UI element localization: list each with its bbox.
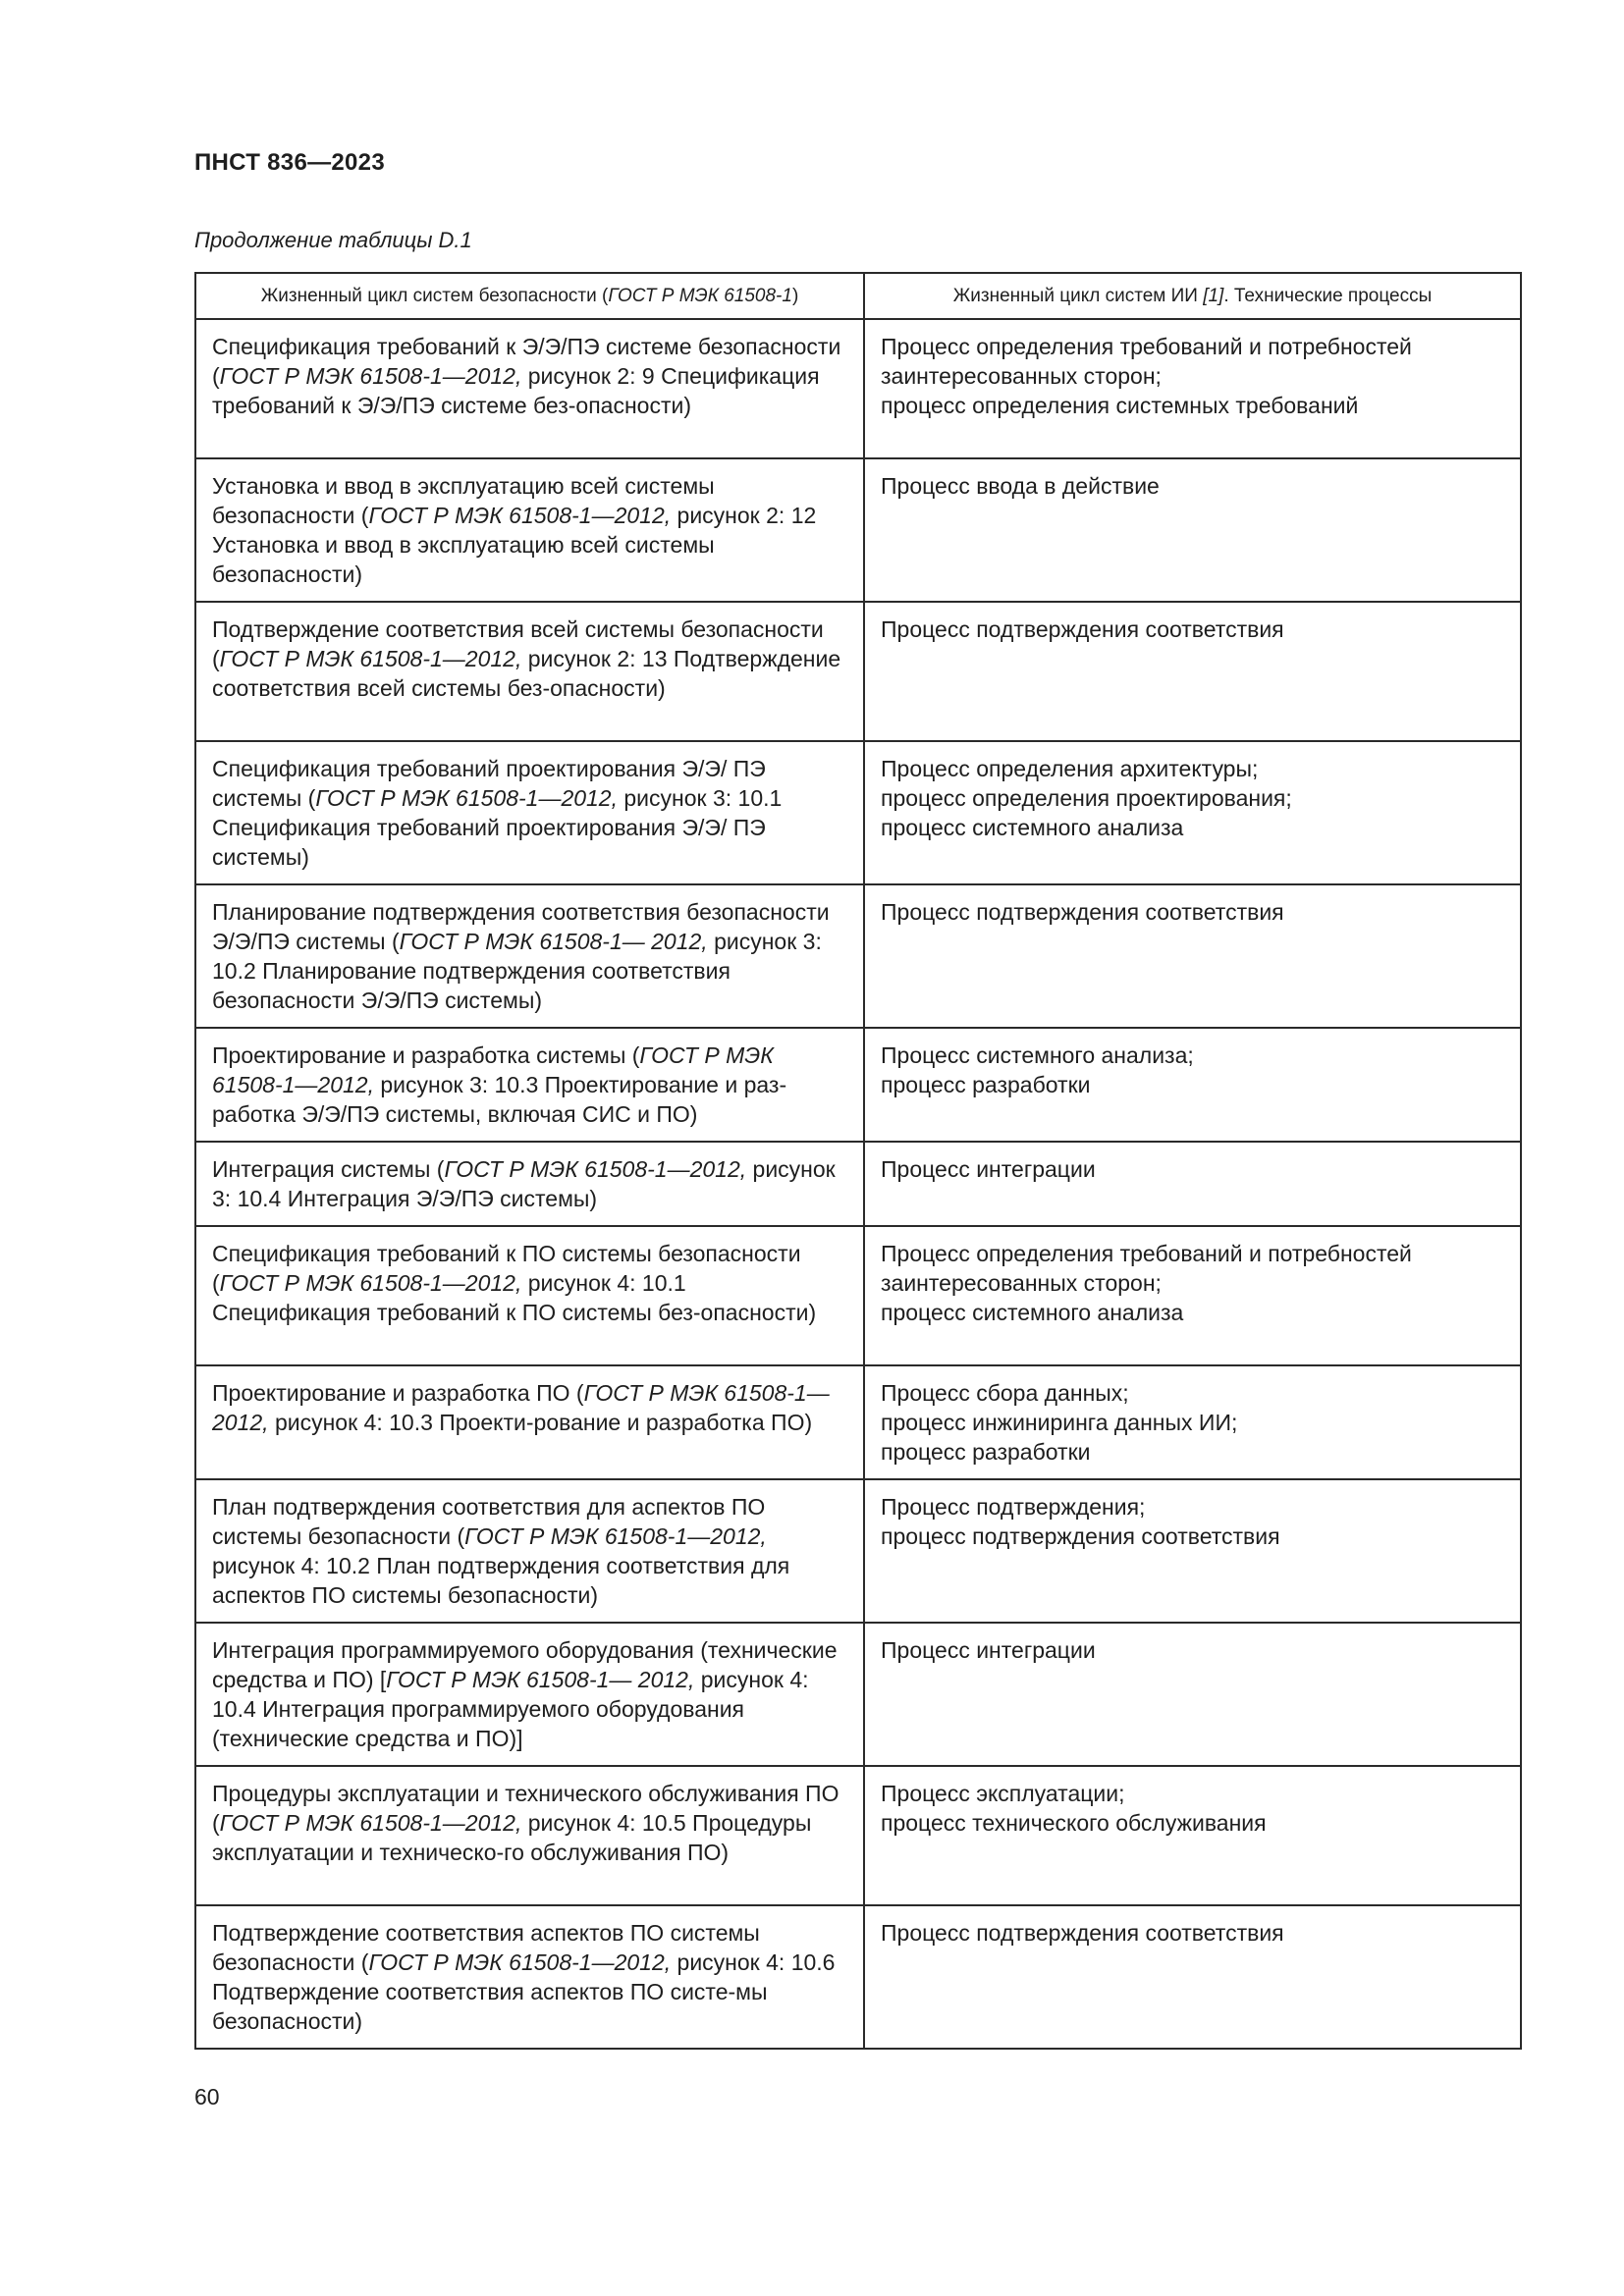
ai-process-cell (864, 1766, 1521, 1905)
ai-process-cell (864, 319, 1521, 458)
table-caption: Продолжение таблицы D.1 (194, 228, 472, 252)
process-line: процесс разработки (881, 1071, 1091, 1097)
process-line: Процесс эксплуатации; (881, 1780, 1125, 1806)
table-row (195, 319, 1521, 458)
process-line: Процесс интеграции (881, 1636, 1096, 1663)
ai-process-cell (864, 884, 1521, 1028)
ai-process-cell (864, 1142, 1521, 1226)
ai-process-cell (864, 1028, 1521, 1142)
process-line: процесс подтверждения соответствия (881, 1522, 1280, 1549)
page-number: 60 (194, 2084, 220, 2109)
safety-stage-cell: Интеграция системы (ГОСТ Р МЭК 61508-1—2012, рисунок 3: 10.4 Интеграция Э/Э/ПЭ системы) (195, 1142, 864, 1226)
safety-stage-cell: Проектирование и разработка ПО (ГОСТ Р МЭК 61508-1—2012, рисунок 4: 10.3 Проекти-рование и разработка ПО) (195, 1365, 864, 1479)
ai-process-cell (864, 1479, 1521, 1623)
ai-process-cell (864, 1623, 1521, 1766)
process-line: Процесс системного анализа; (881, 1041, 1194, 1068)
safety-stage-cell: План подтверждения соответствия для аспектов ПО системы безопасности (ГОСТ Р МЭК 61508-1—2012, рисунок 4: 10.2 План подтверждения соответствия для аспектов ПО системы безопасности) (195, 1479, 864, 1623)
ai-process-cell (864, 1905, 1521, 2049)
table-row (195, 1623, 1521, 1766)
safety-stage-cell: Планирование подтверждения соответствия безопасности Э/Э/ПЭ системы (ГОСТ Р МЭК 61508-1— 2012, рисунок 3: 10.2 Планирование подтверждения соответствия безопасности Э/Э/ПЭ системы) (195, 884, 864, 1028)
process-line: процесс технического обслуживания (881, 1809, 1267, 1836)
process-line: процесс определения системных требований (881, 392, 1359, 418)
process-line: процесс инжиниринга данных ИИ; (881, 1409, 1238, 1435)
ai-process-cell (864, 741, 1521, 884)
process-line: процесс разработки (881, 1438, 1091, 1465)
process-line: Процесс ввода в действие (881, 472, 1160, 499)
ai-process-cell (864, 602, 1521, 741)
process-line: Процесс подтверждения соответствия (881, 615, 1284, 642)
safety-stage-cell: Подтверждение соответствия всей системы безопасности (ГОСТ Р МЭК 61508-1—2012, рисунок 2: 13 Подтверждение соответствия всей системы без-опасности) (195, 602, 864, 741)
process-line: Процесс определения требований и потребностей заинтересованных сторон; (881, 333, 1412, 389)
column-header-safety-lifecycle: Жизненный цикл систем безопасности (ГОСТ Р МЭК 61508-1) (195, 273, 864, 319)
document-code: ПНСТ 836—2023 (194, 149, 385, 176)
safety-stage-cell: Проектирование и разработка системы (ГОСТ Р МЭК 61508-1—2012, рисунок 3: 10.3 Проектирование и раз-работка Э/Э/ПЭ системы, включая СИС и ПО) (195, 1028, 864, 1142)
process-line: Процесс определения архитектуры; (881, 755, 1259, 781)
process-line: Процесс сбора данных; (881, 1379, 1129, 1406)
table-row (195, 458, 1521, 602)
safety-stage-cell: Установка и ввод в эксплуатацию всей системы безопасности (ГОСТ Р МЭК 61508-1—2012, рисунок 2: 12 Установка и ввод в эксплуатацию всей системы безопасности) (195, 458, 864, 602)
lifecycle-mapping-table (194, 272, 1522, 2050)
process-line: Процесс подтверждения соответствия (881, 1919, 1284, 1946)
process-line: Процесс подтверждения; (881, 1493, 1146, 1520)
table-row (195, 1226, 1521, 1365)
safety-stage-cell: Спецификация требований проектирования Э/Э/ ПЭ системы (ГОСТ Р МЭК 61508-1—2012, рисунок 3: 10.1 Спецификация требований проектирования Э/Э/ ПЭ системы) (195, 741, 864, 884)
process-line: Процесс интеграции (881, 1155, 1096, 1182)
column-header-ai-lifecycle: Жизненный цикл систем ИИ [1]. Технические процессы (864, 273, 1521, 319)
ai-process-cell (864, 458, 1521, 602)
ai-process-cell (864, 1365, 1521, 1479)
safety-stage-cell: Процедуры эксплуатации и технического обслуживания ПО (ГОСТ Р МЭК 61508-1—2012, рисунок 4: 10.5 Процедуры эксплуатации и техническо-го обслуживания ПО) (195, 1766, 864, 1905)
table-row (195, 1142, 1521, 1226)
safety-stage-cell: Спецификация требований к ПО системы безопасности (ГОСТ Р МЭК 61508-1—2012, рисунок 4: 10.1 Спецификация требований к ПО системы без-опасности) (195, 1226, 864, 1365)
safety-stage-cell: Подтверждение соответствия аспектов ПО системы безопасности (ГОСТ Р МЭК 61508-1—2012, рисунок 4: 10.6 Подтверждение соответствия аспектов ПО систе-мы безопасности) (195, 1905, 864, 2049)
table-row (195, 1028, 1521, 1142)
ai-process-cell (864, 1226, 1521, 1365)
process-line: Процесс определения требований и потребностей заинтересованных сторон; (881, 1240, 1412, 1296)
table-row (195, 884, 1521, 1028)
table-row (195, 1479, 1521, 1623)
safety-stage-cell: Спецификация требований к Э/Э/ПЭ системе безопасности (ГОСТ Р МЭК 61508-1—2012, рисунок 2: 9 Спецификация требований к Э/Э/ПЭ системе без-опасности) (195, 319, 864, 458)
table-row (195, 1365, 1521, 1479)
table-row (195, 741, 1521, 884)
process-line: процесс определения проектирования; (881, 784, 1292, 811)
process-line: процесс системного анализа (881, 1299, 1184, 1325)
table-row (195, 1905, 1521, 2049)
process-line: Процесс подтверждения соответствия (881, 898, 1284, 925)
table-row (195, 602, 1521, 741)
table-header-row (195, 273, 1521, 319)
safety-stage-cell: Интеграция программируемого оборудования (технические средства и ПО) [ГОСТ Р МЭК 61508-1— 2012, рисунок 4: 10.4 Интеграция программируемого оборудования (технические средства и ПО)] (195, 1623, 864, 1766)
process-line: процесс системного анализа (881, 814, 1184, 840)
table-row (195, 1766, 1521, 1905)
